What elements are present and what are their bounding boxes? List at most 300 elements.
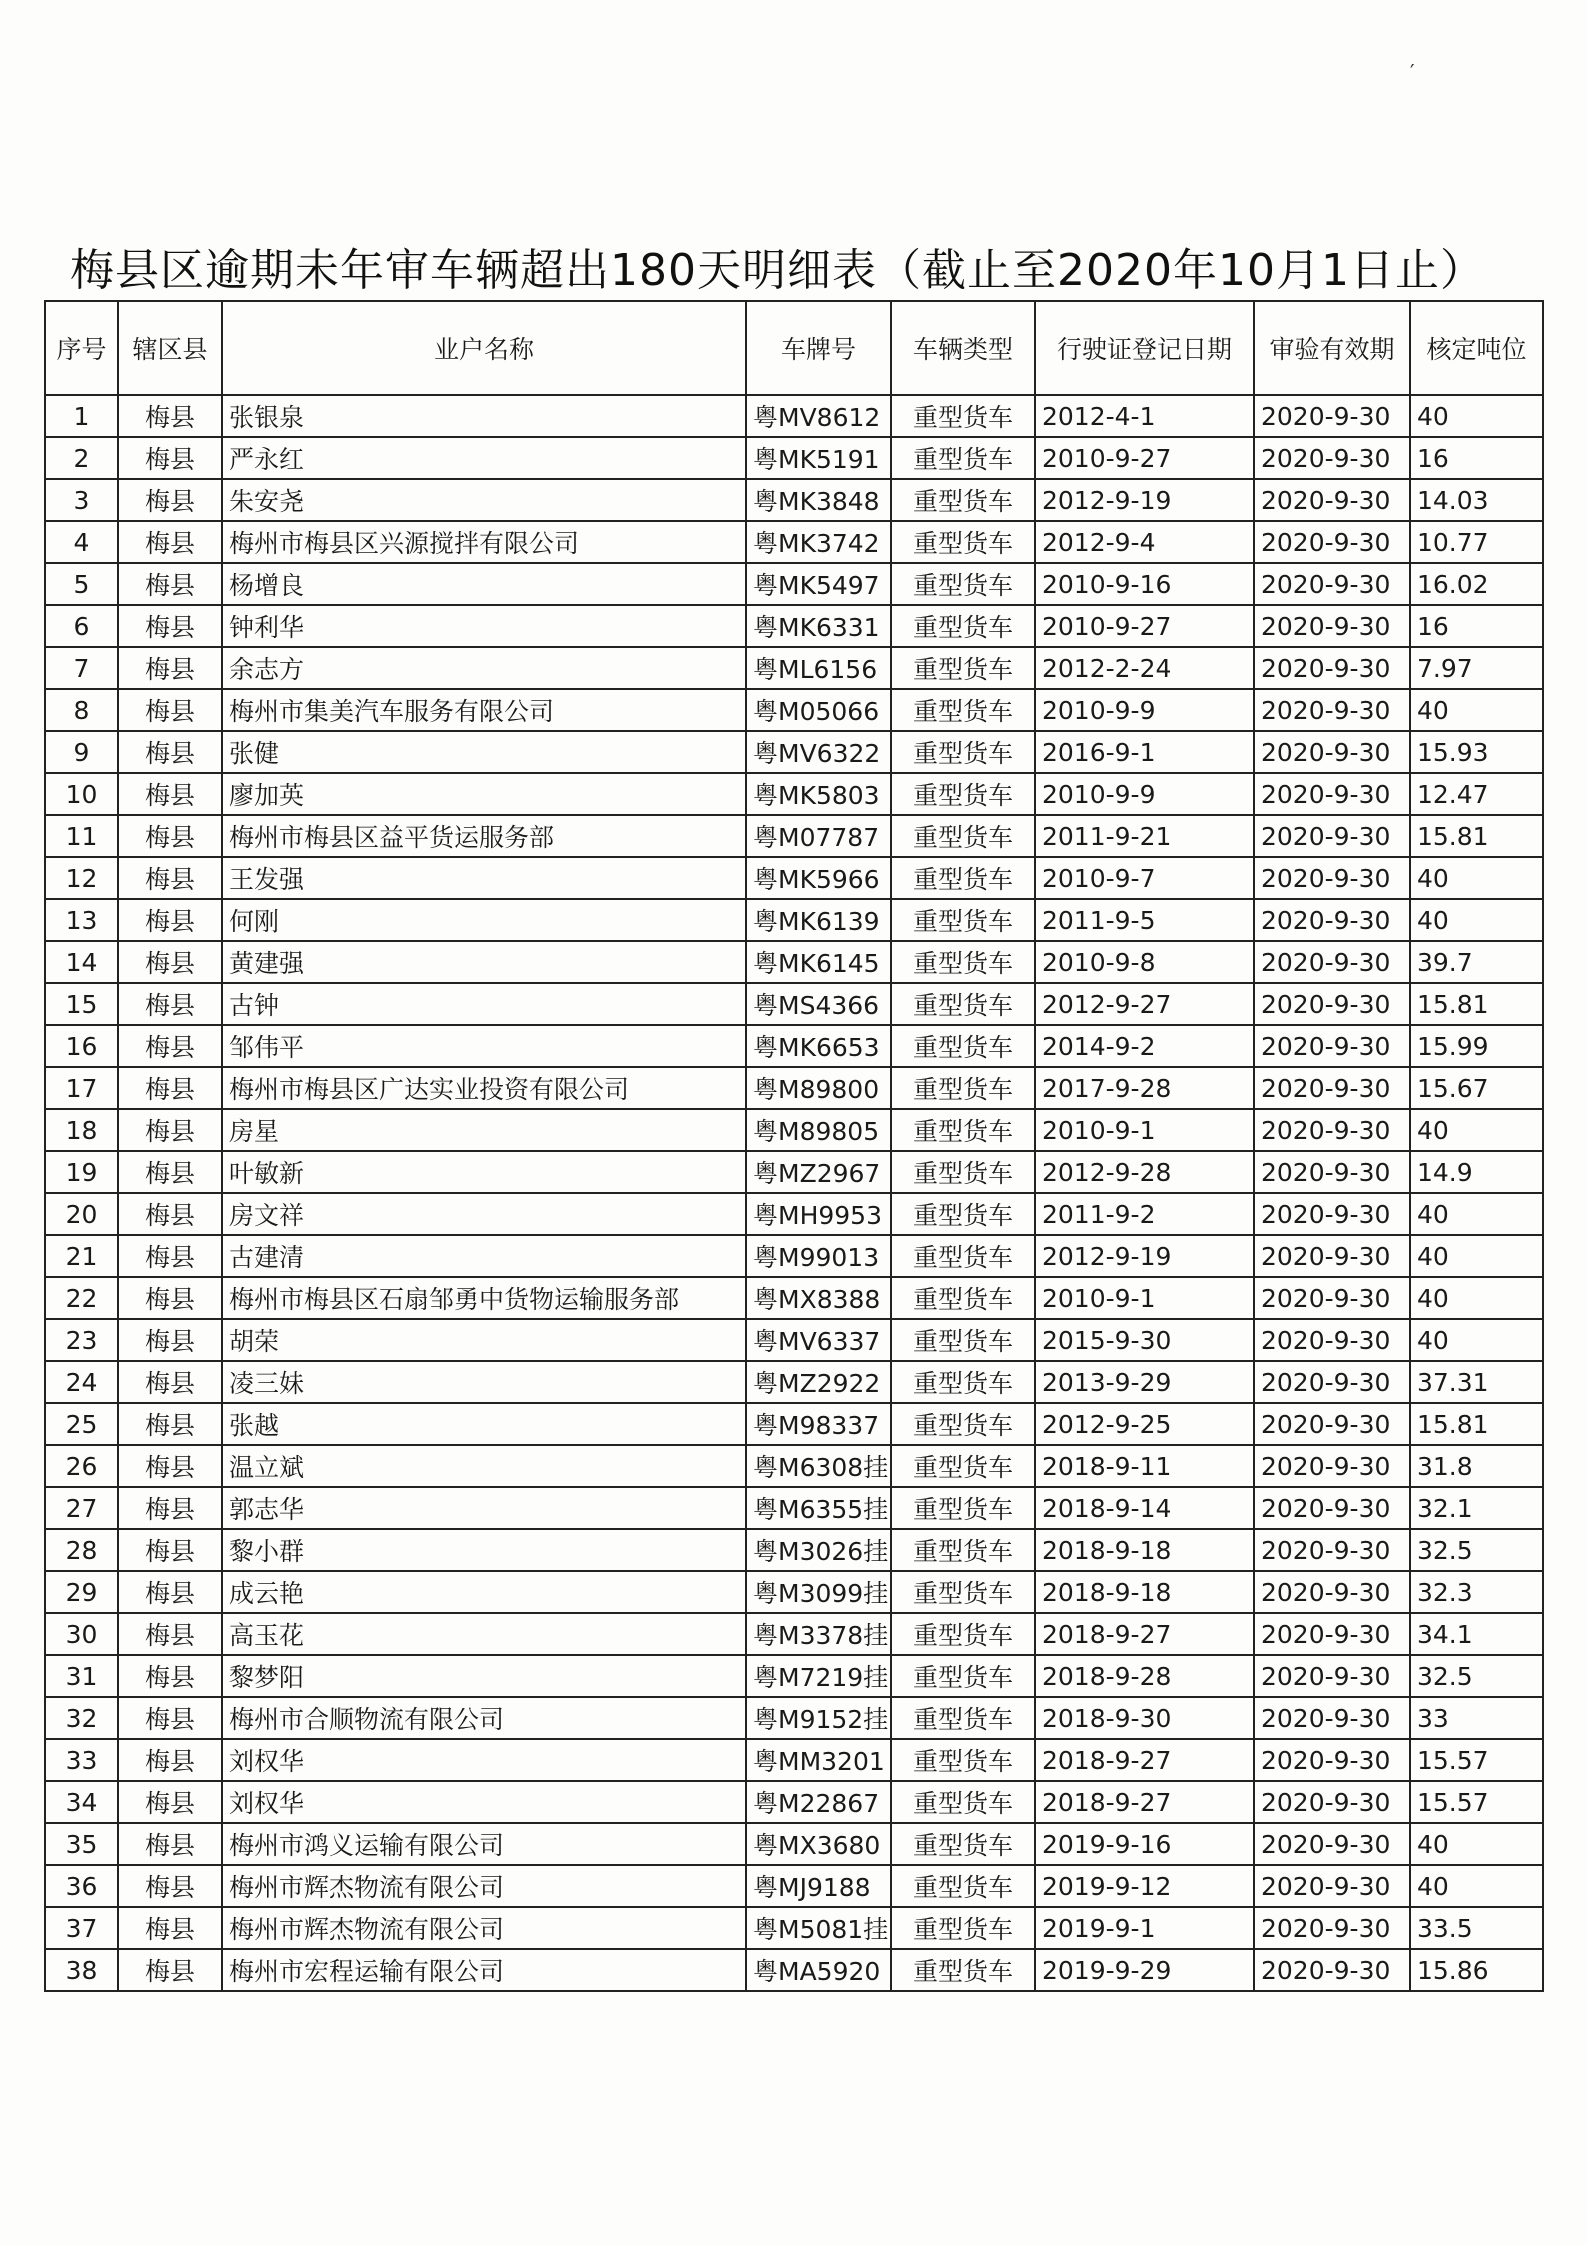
row-plate: 粤M22867 xyxy=(746,1781,891,1823)
row-plate: 粤MM3201 xyxy=(746,1739,891,1781)
row-district: 梅县 xyxy=(118,647,222,689)
row-vehicle-type: 重型货车 xyxy=(891,1025,1035,1067)
row-owner: 廖加英 xyxy=(222,773,746,815)
row-plate: 粤M6308挂 xyxy=(746,1445,891,1487)
row-seq: 22 xyxy=(45,1277,118,1319)
row-owner: 黎小群 xyxy=(222,1529,746,1571)
row-tonnage: 33.5 xyxy=(1410,1907,1543,1949)
row-plate: 粤ML6156 xyxy=(746,647,891,689)
row-registration-date: 2010-9-16 xyxy=(1035,563,1254,605)
row-seq: 20 xyxy=(45,1193,118,1235)
row-owner: 梅州市梅县区益平货运服务部 xyxy=(222,815,746,857)
row-seq: 17 xyxy=(45,1067,118,1109)
row-tonnage: 32.5 xyxy=(1410,1529,1543,1571)
row-tonnage: 31.8 xyxy=(1410,1445,1543,1487)
row-tonnage: 12.47 xyxy=(1410,773,1543,815)
row-district: 梅县 xyxy=(118,1277,222,1319)
row-district: 梅县 xyxy=(118,437,222,479)
table-row xyxy=(45,563,1543,605)
row-district: 梅县 xyxy=(118,1445,222,1487)
table-row xyxy=(45,1739,1543,1781)
row-registration-date: 2012-9-25 xyxy=(1035,1403,1254,1445)
row-inspection-valid: 2020-9-30 xyxy=(1254,395,1410,437)
row-inspection-valid: 2020-9-30 xyxy=(1254,1865,1410,1907)
row-tonnage: 40 xyxy=(1410,899,1543,941)
row-registration-date: 2019-9-29 xyxy=(1035,1949,1254,1991)
page-title: 梅县区逾期未年审车辆超出180天明细表（截止至2020年10月1日止） xyxy=(70,245,1485,297)
row-plate: 粤M05066 xyxy=(746,689,891,731)
row-tonnage: 14.03 xyxy=(1410,479,1543,521)
table-row xyxy=(45,983,1543,1025)
row-registration-date: 2012-9-4 xyxy=(1035,521,1254,563)
row-tonnage: 10.77 xyxy=(1410,521,1543,563)
row-inspection-valid: 2020-9-30 xyxy=(1254,1949,1410,1991)
row-owner: 胡荣 xyxy=(222,1319,746,1361)
row-district: 梅县 xyxy=(118,1907,222,1949)
row-tonnage: 40 xyxy=(1410,395,1543,437)
row-inspection-valid: 2020-9-30 xyxy=(1254,1319,1410,1361)
row-seq: 25 xyxy=(45,1403,118,1445)
row-tonnage: 14.9 xyxy=(1410,1151,1543,1193)
row-registration-date: 2018-9-18 xyxy=(1035,1529,1254,1571)
header-vehicle-type: 车辆类型 xyxy=(891,301,1035,395)
row-inspection-valid: 2020-9-30 xyxy=(1254,521,1410,563)
row-vehicle-type: 重型货车 xyxy=(891,647,1035,689)
row-plate: 粤MK5497 xyxy=(746,563,891,605)
row-registration-date: 2010-9-8 xyxy=(1035,941,1254,983)
table-row xyxy=(45,941,1543,983)
table-row xyxy=(45,521,1543,563)
row-owner: 严永红 xyxy=(222,437,746,479)
row-seq: 13 xyxy=(45,899,118,941)
vehicle-table xyxy=(44,300,1544,1992)
row-seq: 29 xyxy=(45,1571,118,1613)
row-vehicle-type: 重型货车 xyxy=(891,1907,1035,1949)
row-registration-date: 2018-9-27 xyxy=(1035,1739,1254,1781)
row-vehicle-type: 重型货车 xyxy=(891,563,1035,605)
row-owner: 梅州市合顺物流有限公司 xyxy=(222,1697,746,1739)
row-tonnage: 40 xyxy=(1410,857,1543,899)
row-plate: 粤M5081挂 xyxy=(746,1907,891,1949)
row-seq: 9 xyxy=(45,731,118,773)
table-row xyxy=(45,1571,1543,1613)
row-vehicle-type: 重型货车 xyxy=(891,437,1035,479)
row-owner: 梅州市辉杰物流有限公司 xyxy=(222,1907,746,1949)
row-district: 梅县 xyxy=(118,1403,222,1445)
row-owner: 张银泉 xyxy=(222,395,746,437)
row-seq: 35 xyxy=(45,1823,118,1865)
row-owner: 梅州市鸿义运输有限公司 xyxy=(222,1823,746,1865)
row-tonnage: 37.31 xyxy=(1410,1361,1543,1403)
row-vehicle-type: 重型货车 xyxy=(891,857,1035,899)
row-district: 梅县 xyxy=(118,1571,222,1613)
row-registration-date: 2011-9-2 xyxy=(1035,1193,1254,1235)
table-row xyxy=(45,1529,1543,1571)
row-plate: 粤MZ2967 xyxy=(746,1151,891,1193)
row-vehicle-type: 重型货车 xyxy=(891,1403,1035,1445)
row-inspection-valid: 2020-9-30 xyxy=(1254,1109,1410,1151)
header-plate: 车牌号 xyxy=(746,301,891,395)
table-row xyxy=(45,1361,1543,1403)
row-seq: 33 xyxy=(45,1739,118,1781)
row-district: 梅县 xyxy=(118,1613,222,1655)
row-owner: 梅州市辉杰物流有限公司 xyxy=(222,1865,746,1907)
row-seq: 6 xyxy=(45,605,118,647)
row-vehicle-type: 重型货车 xyxy=(891,1319,1035,1361)
table-row xyxy=(45,815,1543,857)
row-seq: 21 xyxy=(45,1235,118,1277)
row-district: 梅县 xyxy=(118,983,222,1025)
row-district: 梅县 xyxy=(118,1949,222,1991)
row-inspection-valid: 2020-9-30 xyxy=(1254,857,1410,899)
row-inspection-valid: 2020-9-30 xyxy=(1254,563,1410,605)
row-district: 梅县 xyxy=(118,1109,222,1151)
row-tonnage: 15.81 xyxy=(1410,1403,1543,1445)
row-registration-date: 2018-9-27 xyxy=(1035,1613,1254,1655)
row-seq: 34 xyxy=(45,1781,118,1823)
row-seq: 28 xyxy=(45,1529,118,1571)
row-plate: 粤MK5191 xyxy=(746,437,891,479)
row-registration-date: 2012-4-1 xyxy=(1035,395,1254,437)
row-owner: 高玉花 xyxy=(222,1613,746,1655)
row-seq: 8 xyxy=(45,689,118,731)
row-seq: 32 xyxy=(45,1697,118,1739)
row-tonnage: 15.67 xyxy=(1410,1067,1543,1109)
row-registration-date: 2012-9-19 xyxy=(1035,1235,1254,1277)
table-row xyxy=(45,1823,1543,1865)
table-row xyxy=(45,731,1543,773)
table-row xyxy=(45,1613,1543,1655)
row-district: 梅县 xyxy=(118,1655,222,1697)
row-seq: 5 xyxy=(45,563,118,605)
row-plate: 粤M7219挂 xyxy=(746,1655,891,1697)
row-vehicle-type: 重型货车 xyxy=(891,1949,1035,1991)
row-vehicle-type: 重型货车 xyxy=(891,1361,1035,1403)
row-seq: 16 xyxy=(45,1025,118,1067)
row-district: 梅县 xyxy=(118,605,222,647)
row-plate: 粤MZ2922 xyxy=(746,1361,891,1403)
row-vehicle-type: 重型货车 xyxy=(891,983,1035,1025)
row-plate: 粤M3026挂 xyxy=(746,1529,891,1571)
row-seq: 1 xyxy=(45,395,118,437)
table-row xyxy=(45,773,1543,815)
row-vehicle-type: 重型货车 xyxy=(891,899,1035,941)
row-district: 梅县 xyxy=(118,689,222,731)
row-district: 梅县 xyxy=(118,1697,222,1739)
row-inspection-valid: 2020-9-30 xyxy=(1254,1571,1410,1613)
row-seq: 19 xyxy=(45,1151,118,1193)
row-tonnage: 32.3 xyxy=(1410,1571,1543,1613)
row-registration-date: 2019-9-16 xyxy=(1035,1823,1254,1865)
row-registration-date: 2010-9-7 xyxy=(1035,857,1254,899)
row-inspection-valid: 2020-9-30 xyxy=(1254,773,1410,815)
row-owner: 梅州市宏程运输有限公司 xyxy=(222,1949,746,1991)
row-plate: 粤MH9953 xyxy=(746,1193,891,1235)
row-district: 梅县 xyxy=(118,1487,222,1529)
table-row xyxy=(45,1949,1543,1991)
row-owner: 凌三妹 xyxy=(222,1361,746,1403)
row-vehicle-type: 重型货车 xyxy=(891,1697,1035,1739)
table-row xyxy=(45,1193,1543,1235)
row-registration-date: 2012-2-24 xyxy=(1035,647,1254,689)
table-row xyxy=(45,1025,1543,1067)
row-tonnage: 15.86 xyxy=(1410,1949,1543,1991)
row-vehicle-type: 重型货车 xyxy=(891,1655,1035,1697)
row-inspection-valid: 2020-9-30 xyxy=(1254,647,1410,689)
table-row xyxy=(45,1781,1543,1823)
row-vehicle-type: 重型货车 xyxy=(891,731,1035,773)
row-seq: 26 xyxy=(45,1445,118,1487)
row-seq: 2 xyxy=(45,437,118,479)
row-registration-date: 2010-9-1 xyxy=(1035,1109,1254,1151)
header-district: 辖区县 xyxy=(118,301,222,395)
row-seq: 14 xyxy=(45,941,118,983)
header-seq: 序号 xyxy=(45,301,118,395)
row-plate: 粤MV6337 xyxy=(746,1319,891,1361)
row-seq: 11 xyxy=(45,815,118,857)
row-seq: 24 xyxy=(45,1361,118,1403)
row-plate: 粤MK6145 xyxy=(746,941,891,983)
row-tonnage: 7.97 xyxy=(1410,647,1543,689)
row-district: 梅县 xyxy=(118,1151,222,1193)
row-registration-date: 2011-9-21 xyxy=(1035,815,1254,857)
row-vehicle-type: 重型货车 xyxy=(891,1109,1035,1151)
row-tonnage: 40 xyxy=(1410,1235,1543,1277)
table-row xyxy=(45,1319,1543,1361)
row-district: 梅县 xyxy=(118,1025,222,1067)
table-row xyxy=(45,437,1543,479)
row-owner: 梅州市梅县区石扇邹勇中货物运输服务部 xyxy=(222,1277,746,1319)
row-owner: 梅州市梅县区广达实业投资有限公司 xyxy=(222,1067,746,1109)
row-district: 梅县 xyxy=(118,899,222,941)
row-registration-date: 2010-9-9 xyxy=(1035,773,1254,815)
row-plate: 粤MX3680 xyxy=(746,1823,891,1865)
row-district: 梅县 xyxy=(118,731,222,773)
row-district: 梅县 xyxy=(118,1193,222,1235)
row-inspection-valid: 2020-9-30 xyxy=(1254,689,1410,731)
row-plate: 粤M3378挂 xyxy=(746,1613,891,1655)
row-owner: 梅州市梅县区兴源搅拌有限公司 xyxy=(222,521,746,563)
table-row xyxy=(45,1403,1543,1445)
row-registration-date: 2010-9-1 xyxy=(1035,1277,1254,1319)
row-plate: 粤MX8388 xyxy=(746,1277,891,1319)
table-row xyxy=(45,689,1543,731)
row-vehicle-type: 重型货车 xyxy=(891,1823,1035,1865)
row-inspection-valid: 2020-9-30 xyxy=(1254,1823,1410,1865)
row-vehicle-type: 重型货车 xyxy=(891,1739,1035,1781)
row-tonnage: 32.5 xyxy=(1410,1655,1543,1697)
row-plate: 粤M9152挂 xyxy=(746,1697,891,1739)
row-seq: 15 xyxy=(45,983,118,1025)
row-registration-date: 2017-9-28 xyxy=(1035,1067,1254,1109)
row-inspection-valid: 2020-9-30 xyxy=(1254,983,1410,1025)
row-district: 梅县 xyxy=(118,563,222,605)
row-plate: 粤MS4366 xyxy=(746,983,891,1025)
row-seq: 10 xyxy=(45,773,118,815)
row-owner: 邹伟平 xyxy=(222,1025,746,1067)
row-tonnage: 15.93 xyxy=(1410,731,1543,773)
row-registration-date: 2018-9-28 xyxy=(1035,1655,1254,1697)
table-row xyxy=(45,1487,1543,1529)
table-row xyxy=(45,1655,1543,1697)
row-vehicle-type: 重型货车 xyxy=(891,1445,1035,1487)
row-district: 梅县 xyxy=(118,773,222,815)
row-owner: 成云艳 xyxy=(222,1571,746,1613)
row-registration-date: 2010-9-27 xyxy=(1035,605,1254,647)
row-tonnage: 40 xyxy=(1410,1319,1543,1361)
row-vehicle-type: 重型货车 xyxy=(891,395,1035,437)
row-plate: 粤MV8612 xyxy=(746,395,891,437)
row-seq: 4 xyxy=(45,521,118,563)
row-seq: 30 xyxy=(45,1613,118,1655)
row-plate: 粤M6355挂 xyxy=(746,1487,891,1529)
row-vehicle-type: 重型货车 xyxy=(891,1781,1035,1823)
row-vehicle-type: 重型货车 xyxy=(891,941,1035,983)
row-plate: 粤M3099挂 xyxy=(746,1571,891,1613)
table-row xyxy=(45,1151,1543,1193)
row-registration-date: 2015-9-30 xyxy=(1035,1319,1254,1361)
row-plate: 粤M89805 xyxy=(746,1109,891,1151)
row-tonnage: 32.1 xyxy=(1410,1487,1543,1529)
row-owner: 王发强 xyxy=(222,857,746,899)
row-inspection-valid: 2020-9-30 xyxy=(1254,1067,1410,1109)
row-inspection-valid: 2020-9-30 xyxy=(1254,1151,1410,1193)
row-owner: 张越 xyxy=(222,1403,746,1445)
row-vehicle-type: 重型货车 xyxy=(891,1487,1035,1529)
row-district: 梅县 xyxy=(118,941,222,983)
row-vehicle-type: 重型货车 xyxy=(891,1193,1035,1235)
row-owner: 古钟 xyxy=(222,983,746,1025)
row-seq: 3 xyxy=(45,479,118,521)
row-owner: 杨增良 xyxy=(222,563,746,605)
row-registration-date: 2012-9-27 xyxy=(1035,983,1254,1025)
row-plate: 粤MK3742 xyxy=(746,521,891,563)
row-seq: 23 xyxy=(45,1319,118,1361)
row-plate: 粤MK5966 xyxy=(746,857,891,899)
row-inspection-valid: 2020-9-30 xyxy=(1254,731,1410,773)
table-row xyxy=(45,479,1543,521)
row-owner: 余志方 xyxy=(222,647,746,689)
row-vehicle-type: 重型货车 xyxy=(891,1865,1035,1907)
header-inspection-valid: 审验有效期 xyxy=(1254,301,1410,395)
row-registration-date: 2016-9-1 xyxy=(1035,731,1254,773)
row-registration-date: 2018-9-30 xyxy=(1035,1697,1254,1739)
table-row xyxy=(45,605,1543,647)
row-vehicle-type: 重型货车 xyxy=(891,1571,1035,1613)
row-district: 梅县 xyxy=(118,1235,222,1277)
row-district: 梅县 xyxy=(118,1319,222,1361)
row-plate: 粤MK6653 xyxy=(746,1025,891,1067)
row-registration-date: 2018-9-18 xyxy=(1035,1571,1254,1613)
row-owner: 梅州市集美汽车服务有限公司 xyxy=(222,689,746,731)
row-inspection-valid: 2020-9-30 xyxy=(1254,1781,1410,1823)
row-owner: 古建清 xyxy=(222,1235,746,1277)
row-plate: 粤MK5803 xyxy=(746,773,891,815)
row-plate: 粤MK6139 xyxy=(746,899,891,941)
row-vehicle-type: 重型货车 xyxy=(891,1277,1035,1319)
row-inspection-valid: 2020-9-30 xyxy=(1254,1277,1410,1319)
row-district: 梅县 xyxy=(118,1865,222,1907)
row-inspection-valid: 2020-9-30 xyxy=(1254,1487,1410,1529)
row-owner: 房文祥 xyxy=(222,1193,746,1235)
row-owner: 朱安尧 xyxy=(222,479,746,521)
row-owner: 钟利华 xyxy=(222,605,746,647)
row-seq: 27 xyxy=(45,1487,118,1529)
row-inspection-valid: 2020-9-30 xyxy=(1254,899,1410,941)
table-row xyxy=(45,647,1543,689)
row-tonnage: 40 xyxy=(1410,689,1543,731)
row-seq: 38 xyxy=(45,1949,118,1991)
row-vehicle-type: 重型货车 xyxy=(891,689,1035,731)
row-vehicle-type: 重型货车 xyxy=(891,479,1035,521)
table-row xyxy=(45,1865,1543,1907)
row-owner: 叶敏新 xyxy=(222,1151,746,1193)
row-inspection-valid: 2020-9-30 xyxy=(1254,1361,1410,1403)
row-tonnage: 15.81 xyxy=(1410,983,1543,1025)
row-tonnage: 33 xyxy=(1410,1697,1543,1739)
table-row xyxy=(45,1277,1543,1319)
row-owner: 刘权华 xyxy=(222,1781,746,1823)
table-row xyxy=(45,1697,1543,1739)
header-owner: 业户名称 xyxy=(222,301,746,395)
row-owner: 刘权华 xyxy=(222,1739,746,1781)
row-seq: 7 xyxy=(45,647,118,689)
row-owner: 房星 xyxy=(222,1109,746,1151)
row-vehicle-type: 重型货车 xyxy=(891,1613,1035,1655)
row-plate: 粤MJ9188 xyxy=(746,1865,891,1907)
table-row xyxy=(45,899,1543,941)
row-plate: 粤MV6322 xyxy=(746,731,891,773)
row-inspection-valid: 2020-9-30 xyxy=(1254,941,1410,983)
row-seq: 31 xyxy=(45,1655,118,1697)
table-row xyxy=(45,1445,1543,1487)
row-district: 梅县 xyxy=(118,1529,222,1571)
table-row xyxy=(45,857,1543,899)
row-seq: 37 xyxy=(45,1907,118,1949)
row-registration-date: 2012-9-19 xyxy=(1035,479,1254,521)
row-inspection-valid: 2020-9-30 xyxy=(1254,479,1410,521)
row-district: 梅县 xyxy=(118,1781,222,1823)
row-owner: 温立斌 xyxy=(222,1445,746,1487)
table-row xyxy=(45,1109,1543,1151)
row-inspection-valid: 2020-9-30 xyxy=(1254,1613,1410,1655)
row-inspection-valid: 2020-9-30 xyxy=(1254,605,1410,647)
row-owner: 黄建强 xyxy=(222,941,746,983)
row-tonnage: 40 xyxy=(1410,1193,1543,1235)
row-owner: 张健 xyxy=(222,731,746,773)
table-row xyxy=(45,395,1543,437)
table-row xyxy=(45,1067,1543,1109)
row-registration-date: 2019-9-12 xyxy=(1035,1865,1254,1907)
header-registration-date: 行驶证登记日期 xyxy=(1035,301,1254,395)
row-district: 梅县 xyxy=(118,1067,222,1109)
row-plate: 粤MA5920 xyxy=(746,1949,891,1991)
row-registration-date: 2010-9-27 xyxy=(1035,437,1254,479)
row-inspection-valid: 2020-9-30 xyxy=(1254,1235,1410,1277)
row-plate: 粤MK6331 xyxy=(746,605,891,647)
row-inspection-valid: 2020-9-30 xyxy=(1254,1403,1410,1445)
row-registration-date: 2011-9-5 xyxy=(1035,899,1254,941)
row-tonnage: 34.1 xyxy=(1410,1613,1543,1655)
row-vehicle-type: 重型货车 xyxy=(891,1151,1035,1193)
row-district: 梅县 xyxy=(118,815,222,857)
row-inspection-valid: 2020-9-30 xyxy=(1254,1529,1410,1571)
row-vehicle-type: 重型货车 xyxy=(891,815,1035,857)
table-row xyxy=(45,1235,1543,1277)
row-registration-date: 2018-9-14 xyxy=(1035,1487,1254,1529)
row-plate: 粤M98337 xyxy=(746,1403,891,1445)
row-vehicle-type: 重型货车 xyxy=(891,773,1035,815)
